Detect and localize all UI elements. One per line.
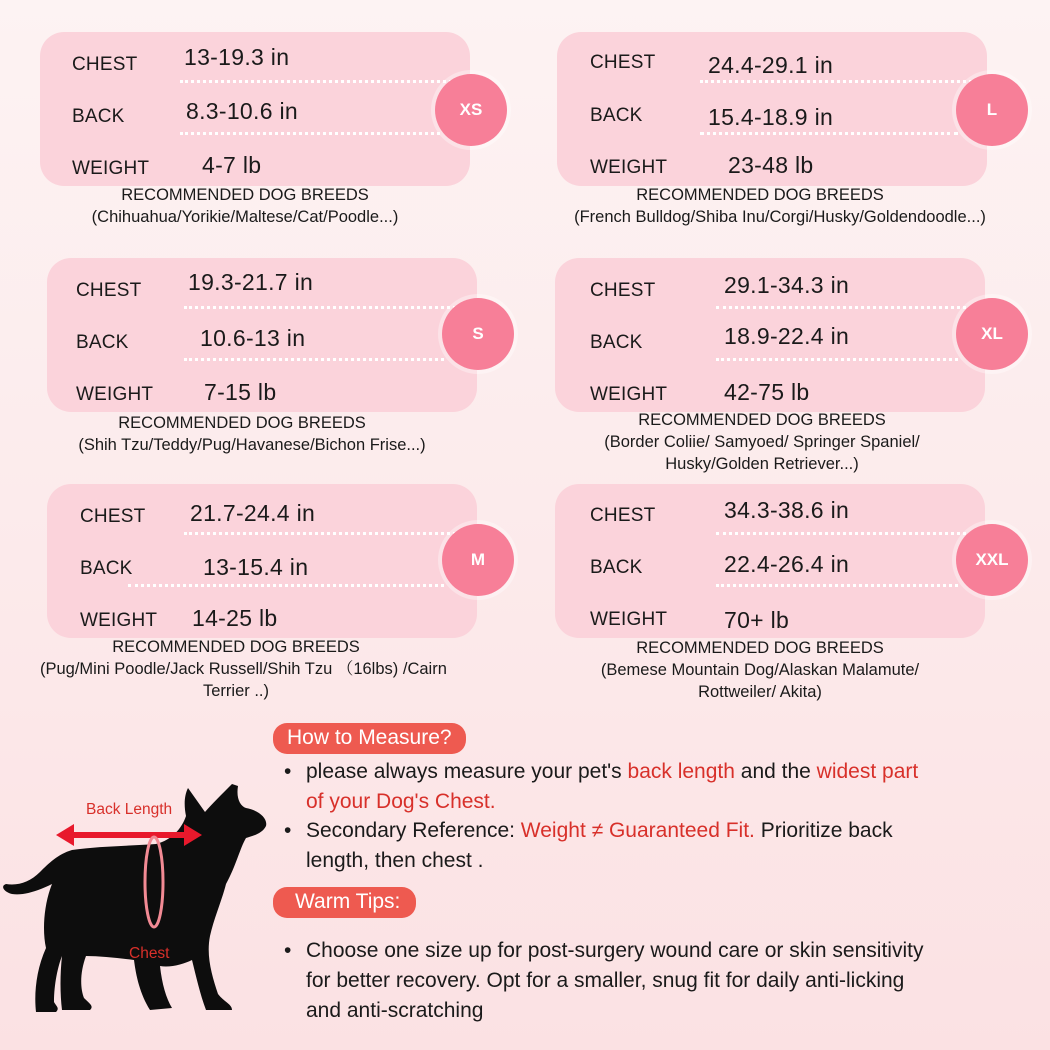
breeds-title: RECOMMENDED DOG BREEDS (118, 414, 366, 432)
size-badge: M (442, 524, 514, 596)
breeds-text (30, 636, 447, 702)
bullet-icon: • (284, 939, 292, 962)
weight-value: 42-75 lb (724, 379, 810, 405)
divider (700, 132, 958, 135)
divider (128, 584, 444, 587)
size-badge: S (442, 298, 514, 370)
chest-value: 19.3-21.7 in (188, 269, 314, 295)
tip-line: and anti-scratching (306, 999, 484, 1022)
divider (184, 358, 444, 361)
weight-label: WEIGHT (590, 157, 668, 178)
back-label: BACK (80, 558, 133, 579)
tip-line: for better recovery. Opt for a smaller, snug fit for daily anti-licking (306, 969, 905, 992)
back-value: 8.3-10.6 in (186, 98, 298, 124)
chest-label: CHEST (80, 506, 146, 527)
back-value: 18.9-22.4 in (724, 323, 850, 349)
divider (180, 80, 470, 83)
breeds-list: (Bemese Mountain Dog/Alaskan Malamute/ (600, 661, 920, 679)
breeds-list: (Border Coliie/ Samyoed/ Springer Spaniel/ (604, 433, 920, 451)
breeds-list: Rottweiler/ Akita) (698, 683, 822, 701)
breeds-title: RECOMMENDED DOG BREEDS (638, 411, 886, 429)
breeds-text (540, 184, 986, 228)
back-label: BACK (76, 332, 129, 353)
bullet-text: please always measure your pet's (306, 760, 628, 783)
how-to-measure-heading: How to Measure? (273, 723, 466, 754)
back-value: 15.4-18.9 in (708, 104, 834, 130)
weight-value: 14-25 lb (192, 605, 278, 631)
warm-tips-heading: Warm Tips: (273, 887, 416, 918)
divider (184, 306, 474, 309)
chest-label: CHEST (590, 280, 656, 301)
chest-label: CHEST (590, 52, 656, 73)
divider (184, 532, 474, 535)
size-badge: L (956, 74, 1028, 146)
bullet-text: Secondary Reference: (306, 819, 521, 842)
back-length-label: Back Length (86, 801, 173, 818)
bullet-text: Prioritize back (754, 819, 893, 842)
highlight-weight-fit: Weight ≠ Guaranteed Fit. (520, 819, 755, 842)
chest-value: 21.7-24.4 in (190, 500, 316, 526)
bullet-text: length, then chest . (306, 849, 484, 872)
back-label: BACK (72, 106, 125, 127)
divider (700, 80, 990, 83)
chest-label: CHEST (72, 54, 138, 75)
divider (180, 132, 440, 135)
breeds-text (555, 409, 969, 475)
chest-label: Chest (129, 945, 170, 962)
size-badge: XS (435, 74, 507, 146)
bullet-icon: • (284, 819, 292, 842)
weight-label: WEIGHT (72, 158, 150, 179)
measure-bullet-2 (284, 816, 1026, 876)
breeds-list: (Chihuahua/Yorikie/Maltese/Cat/Poodle...) (91, 208, 399, 226)
highlight-widest-part: widest part (816, 760, 919, 783)
divider (716, 358, 958, 361)
highlight-dog-chest: of your Dog's Chest. (306, 790, 496, 813)
bullet-icon: • (284, 760, 292, 783)
back-value: 10.6-13 in (200, 325, 306, 351)
chest-value: 13-19.3 in (184, 44, 290, 70)
weight-label: WEIGHT (590, 384, 668, 405)
breeds-text (40, 184, 450, 228)
measure-bullet-1 (284, 757, 1026, 817)
chest-value: 34.3-38.6 in (724, 497, 850, 523)
size-badge: XL (956, 298, 1028, 370)
weight-value: 70+ lb (724, 607, 790, 633)
size-badge: XXL (956, 524, 1028, 596)
divider (716, 532, 990, 535)
breeds-list: (Shih Tzu/Teddy/Pug/Havanese/Bichon Frise...) (78, 436, 426, 454)
breeds-text (555, 637, 965, 703)
divider (716, 584, 958, 587)
chest-value: 29.1-34.3 in (724, 272, 850, 298)
breeds-list: (French Bulldog/Shiba Inu/Corgi/Husky/Goldendoodle...) (574, 208, 986, 226)
breeds-title: RECOMMENDED DOG BREEDS (112, 638, 360, 656)
breeds-title: RECOMMENDED DOG BREEDS (636, 639, 884, 657)
back-label: BACK (590, 557, 643, 578)
breeds-title: RECOMMENDED DOG BREEDS (636, 186, 884, 204)
weight-value: 7-15 lb (204, 379, 277, 405)
back-value: 13-15.4 in (203, 554, 309, 580)
breeds-text (47, 412, 437, 456)
bullet-text: and the (734, 760, 817, 783)
breeds-list: Husky/Golden Retriever...) (665, 455, 859, 473)
back-label: BACK (590, 332, 643, 353)
back-label: BACK (590, 105, 643, 126)
breeds-list: (Pug/Mini Poodle/Jack Russell/Shih Tzu （16lbs) /Cairn (40, 660, 447, 678)
back-value: 22.4-26.4 in (724, 551, 850, 577)
weight-label: WEIGHT (80, 610, 158, 631)
tip-line: Choose one size up for post-surgery wound care or skin sensitivity (306, 939, 924, 962)
chest-value: 24.4-29.1 in (708, 52, 834, 78)
weight-value: 23-48 lb (728, 152, 814, 178)
warm-tips-bullet (284, 936, 1036, 1026)
chest-label: CHEST (76, 280, 142, 301)
highlight-back-length: back length (627, 760, 735, 783)
divider (716, 306, 990, 309)
weight-label: WEIGHT (590, 609, 668, 630)
breeds-title: RECOMMENDED DOG BREEDS (121, 186, 369, 204)
breeds-list: Terrier ..) (203, 682, 269, 700)
weight-value: 4-7 lb (202, 152, 262, 178)
chest-label: CHEST (590, 505, 656, 526)
weight-label: WEIGHT (76, 384, 154, 405)
